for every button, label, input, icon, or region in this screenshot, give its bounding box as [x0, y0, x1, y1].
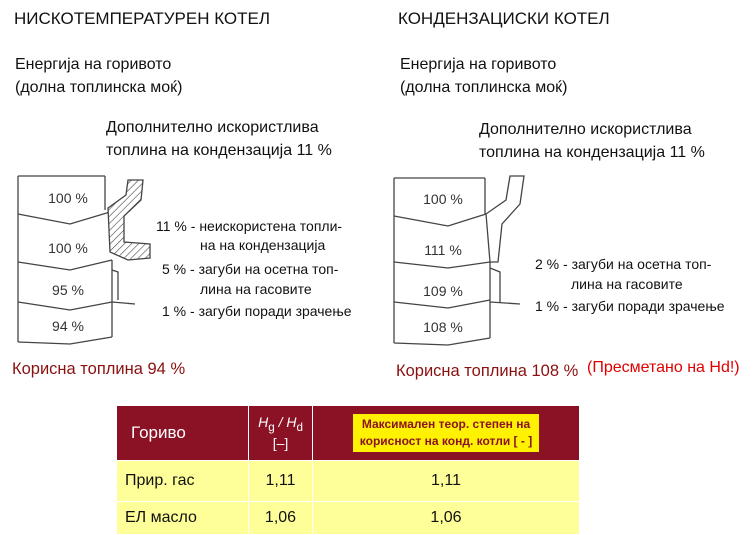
right-energy-line2: (долна топлинска моќ)	[400, 79, 568, 96]
right-title: КОНДЕНЗАЦИСКИ КОТЕЛ	[398, 9, 610, 28]
left-extra-line1: Дополнително искористлива	[106, 119, 319, 136]
left-title: НИСКОТЕМПЕРАТУРЕН КОТЕЛ	[14, 9, 271, 28]
left-box-4: 94 %	[52, 318, 84, 334]
row-ratio: 1,11	[249, 461, 313, 502]
table-row	[117, 502, 580, 535]
calc-note: (Пресметано на Hd!)	[587, 359, 740, 376]
ratio-h2: / H	[278, 413, 297, 430]
table-header-ratio	[249, 406, 313, 461]
table-row	[117, 461, 580, 502]
right-box-1: 100 %	[423, 191, 463, 207]
max-line1: Максимален теор. степен на	[361, 416, 531, 431]
ratio-sub-g: g	[268, 420, 275, 434]
row-fuel: ЕЛ масло	[117, 502, 249, 535]
left-note3: 1 % - загуби поради зрачење	[162, 303, 352, 319]
row-max: 1,06	[313, 502, 580, 535]
left-energy-line1: Енергија на горивото	[15, 56, 172, 73]
row-max: 1,11	[313, 461, 580, 502]
right-flue-outlet	[486, 176, 524, 262]
row-fuel: Прир. гас	[117, 461, 249, 502]
left-box-3: 95 %	[52, 282, 84, 298]
right-energy-line1: Енергија на горивото	[400, 56, 557, 73]
max-efficiency-label	[353, 414, 539, 453]
left-useful-heat: Корисна топлина 94 %	[12, 360, 186, 378]
right-box-2: 111 %	[424, 242, 462, 258]
max-line2: корисност на конд. котли [ - ]	[359, 434, 533, 448]
left-note2-line1: 5 % - загуби на осетна топ-	[162, 261, 339, 277]
right-extra-line1: Дополнително искористлива	[479, 121, 692, 138]
ratio-unit: [–]	[272, 434, 289, 451]
left-condensation-loss-arrow	[108, 180, 150, 260]
left-note1-line1: 11 % - неискористена топли-	[156, 218, 343, 234]
right-extra-line2: топлина на кондензација 11 %	[479, 144, 705, 161]
left-box-1: 100 %	[48, 190, 88, 206]
left-note1-line2: на на кондензација	[200, 237, 326, 253]
ratio-sub-d: d	[296, 420, 303, 434]
ratio-h1: H	[258, 413, 269, 430]
left-energy-line2: (долна топлинска моќ)	[15, 79, 183, 96]
fuel-efficiency-table	[116, 405, 580, 535]
right-useful-heat: Корисна топлина 108 %	[396, 362, 579, 380]
left-box-2: 100 %	[48, 240, 88, 256]
right-note2: 1 % - загуби поради зрачење	[535, 298, 725, 314]
right-box-4: 108 %	[423, 319, 463, 335]
right-note1-line1: 2 % - загуби на осетна топ-	[535, 256, 712, 272]
right-box-3: 109 %	[423, 283, 463, 299]
left-extra-line2: топлина на кондензација 11 %	[106, 142, 332, 159]
table-header-fuel: Гориво	[117, 406, 249, 461]
table-header-max-efficiency	[313, 406, 580, 461]
left-note2-line2: лина на гасовите	[200, 281, 312, 297]
right-note1-line2: лина на гасовите	[571, 276, 683, 292]
row-ratio: 1,06	[249, 502, 313, 535]
